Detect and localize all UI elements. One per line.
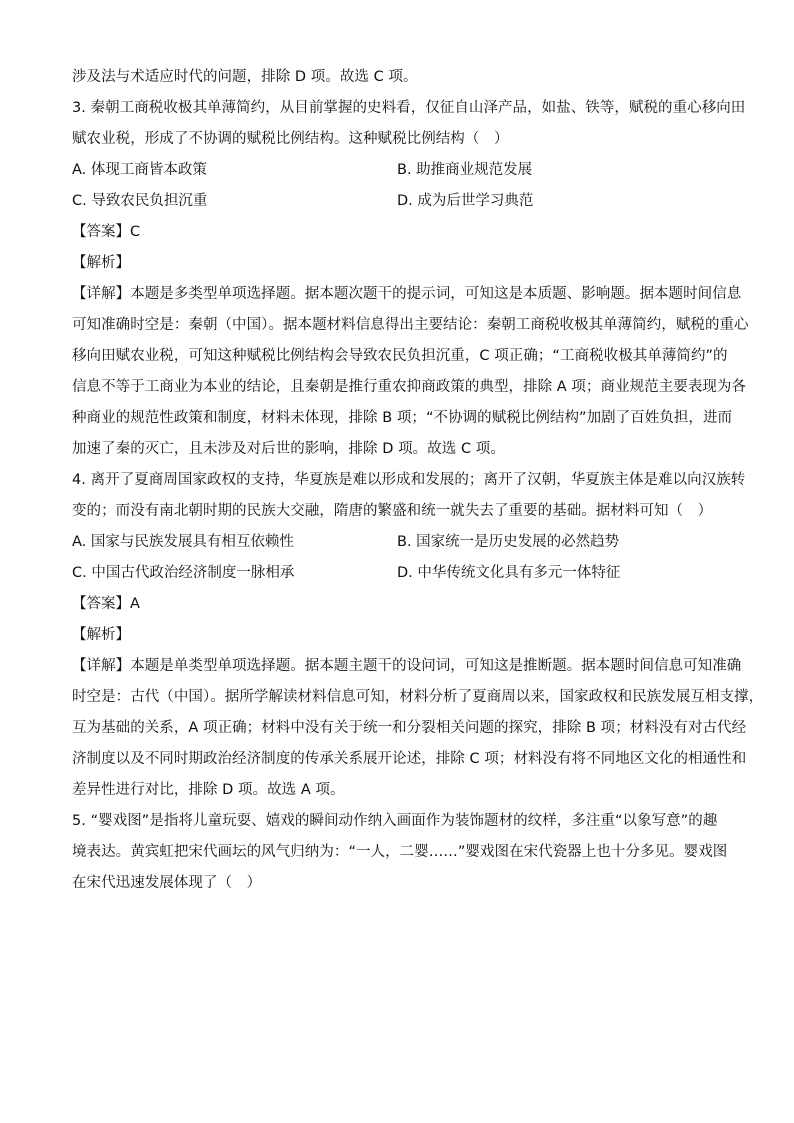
detail-line: 可知准确时空是：秦朝（中国）。据本题材料信息得出主要结论：秦朝工商税收极其单薄简约，赋税的重心 — [72, 317, 749, 333]
question-3-options-row — [72, 186, 724, 217]
detail-line: 【详解】本题是多类型单项选择题。据本题次题干的提示词，可知这是本质题、影响题。据本题时间信息 — [72, 286, 742, 302]
analysis-label: 【解析】 — [72, 627, 130, 643]
option-a: A. 国家与民族发展具有相互依赖性 — [72, 534, 294, 550]
previous-analysis-tail: 涉及法与术适应时代的问题，排除 D 项。故选 C 项。 — [72, 69, 418, 85]
detail-line: 加速了秦的灭亡，且未涉及对后世的影响，排除 D 项。故选 C 项。 — [72, 441, 505, 457]
option-a: A. 体现工商皆本政策 — [72, 162, 207, 178]
answer-label: 【答案】C — [72, 224, 141, 240]
question-4-options-row — [72, 527, 724, 558]
option-d: D. 中华传统文化具有多元一体特征 — [397, 565, 621, 581]
option-c: C. 导致农民负担沉重 — [72, 193, 208, 209]
question-5-stem-line: 境表达。黄宾虹把宋代画坛的风气归纳为：“一人，二婴……”婴戏图在宋代瓷器上也十分多见。婴戏图 — [72, 844, 728, 860]
question-5 — [72, 806, 728, 899]
analysis-label: 【解析】 — [72, 255, 130, 271]
question-4 — [72, 465, 764, 806]
question-4-stem-line: 变的；而没有南北朝时期的民族大交融，隋唐的繁盛和统一就失去了重要的基础。据材料可知（ ） — [72, 503, 713, 519]
detail-line: 差异性进行对比，排除 D 项。故选 A 项。 — [72, 782, 345, 798]
question-3-stem-line: 赋农业税，形成了不协调的赋税比例结构。这种赋税比例结构（ ） — [72, 131, 509, 147]
question-3-stem-line: 3. 秦朝工商税收极其单薄简约，从目前掌握的史料看，仅征自山泽产品，如盐、铁等，赋税的重心移向田 — [72, 100, 746, 116]
detail-line: 济制度以及不同时期政治经济制度的传承关系展开论述，排除 C 项；材料没有将不同地区文化的相通性和 — [72, 751, 747, 767]
question-5-stem-line: 在宋代迅速发展体现了（ ） — [72, 875, 262, 891]
answer-label: 【答案】A — [72, 596, 140, 612]
question-5-stem-line: 5. “婴戏图”是指将儿童玩耍、嬉戏的瞬间动作纳入画面作为装饰题材的纹样，多注重“以象写意”的趣 — [72, 813, 718, 829]
detail-line: 【详解】本题是单类型单项选择题。据本题主题干的设问词，可知这是推断题。据本题时间信息可知准确 — [72, 658, 742, 674]
detail-line: 互为基础的关系，A 项正确；材料中没有关于统一和分裂相关问题的探究，排除 B 项；材料没有对古代经 — [72, 720, 747, 736]
detail-line: 移向田赋农业税，可知这种赋税比例结构会导致农民负担沉重，C 项正确；“工商税收极其单薄简约”的 — [72, 348, 728, 364]
question-3-options-row — [72, 155, 724, 186]
detail-line: 信息不等于工商业为本业的结论，且秦朝是推行重农抑商政策的典型，排除 A 项；商业规范主要表现为各 — [72, 379, 747, 395]
option-b: B. 助推商业规范发展 — [397, 162, 533, 178]
detail-line: 种商业的规范性政策和制度，材料未体现，排除 B 项；“不协调的赋税比例结构”加剧了百姓负担，进而 — [72, 410, 733, 426]
question-4-stem-line: 4. 离开了夏商周国家政权的支持，华夏族是难以形成和发展的；离开了汉朝，华夏族主体是难以向汉族转 — [72, 472, 746, 488]
option-b: B. 国家统一是历史发展的必然趋势 — [397, 534, 620, 550]
document-page — [72, 62, 764, 899]
question-3 — [72, 93, 749, 465]
question-4-options-row — [72, 558, 724, 589]
detail-line: 时空是：古代（中国）。据所学解读材料信息可知，材料分析了夏商周以来，国家政权和民族发展互相支撑， — [72, 689, 764, 705]
option-c: C. 中国古代政治经济制度一脉相承 — [72, 565, 295, 581]
option-d: D. 成为后世学习典范 — [397, 193, 534, 209]
